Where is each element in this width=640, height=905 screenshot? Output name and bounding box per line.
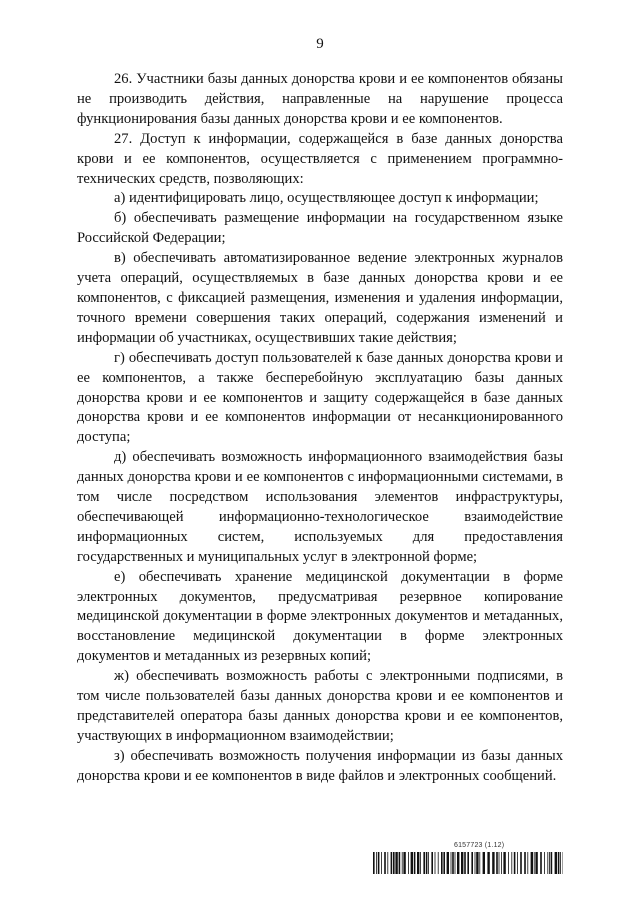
clause-z: з) обеспечивать возможность получения информации из базы данных донорства крови и ее компонентов в виде файлов и электронных сообщений. — [77, 747, 563, 784]
barcode-image — [373, 852, 563, 874]
clause-e: е) обеспечивать хранение медицинской документации в форме электронных документов, предусматривая резервное копирование медицинской документации в форме электронных документов и метаданных, восстановление медицинской документации в форме электронных документов и метаданных из резервных копий; — [77, 568, 563, 665]
clause-zh: ж) обеспечивать возможность работы с электронными подписями, в том числе пользователей базы данных донорства крови и ее компонентов и представителей оператора базы данных донорства крови и ее компонентов, участвующих в информационном взаимодействии; — [77, 668, 563, 744]
clause-d: д) обеспечивать возможность информационного взаимодействия базы данных донорства крови и ее компонентов с информационными системами, в том числе посредством использования элементов инфраструктуры, обеспечивающей информационно-технологическое взаимодействие информационных систем, используемых для предоставления государственных и муниципальных услуг в электронной форме; — [77, 449, 563, 565]
paragraph-26: 26. Участники базы данных донорства крови и ее компонентов обязаны не производить действия, направленные на нарушение процесса функционирования базы данных донорства крови и ее компонентов. — [77, 71, 563, 127]
document-body — [77, 70, 563, 787]
clause-a: а) идентифицировать лицо, осуществляющее доступ к информации; — [114, 190, 539, 207]
page-number: 9 — [316, 36, 324, 52]
paragraph-27: 27. Доступ к информации, содержащейся в базе данных донорства крови и ее компонентов, осуществляется с применением программно-технических средств, позволяющих: — [77, 130, 563, 187]
clause-v: в) обеспечивать автоматизированное ведение электронных журналов учета операций, осуществляемых в базе данных донорства крови и ее компонентов, с фиксацией размещения, изменения и удаления информации, точного времени совершения таких операций, содержания изменений и информации об участниках, осуществивших такие действия; — [77, 250, 563, 346]
document-code: 6157723 (1.12) — [454, 842, 505, 849]
clause-g: г) обеспечивать доступ пользователей к базе данных донорства крови и ее компонентов, а также бесперебойную эксплуатацию базы данных донорства крови и ее компонентов и защиту содержащейся в базе данных донорства крови и ее компонентов информации от несанкционированного доступа; — [77, 349, 563, 446]
clause-b: б) обеспечивать размещение информации на государственном языке Российской Федерации; — [77, 210, 563, 247]
